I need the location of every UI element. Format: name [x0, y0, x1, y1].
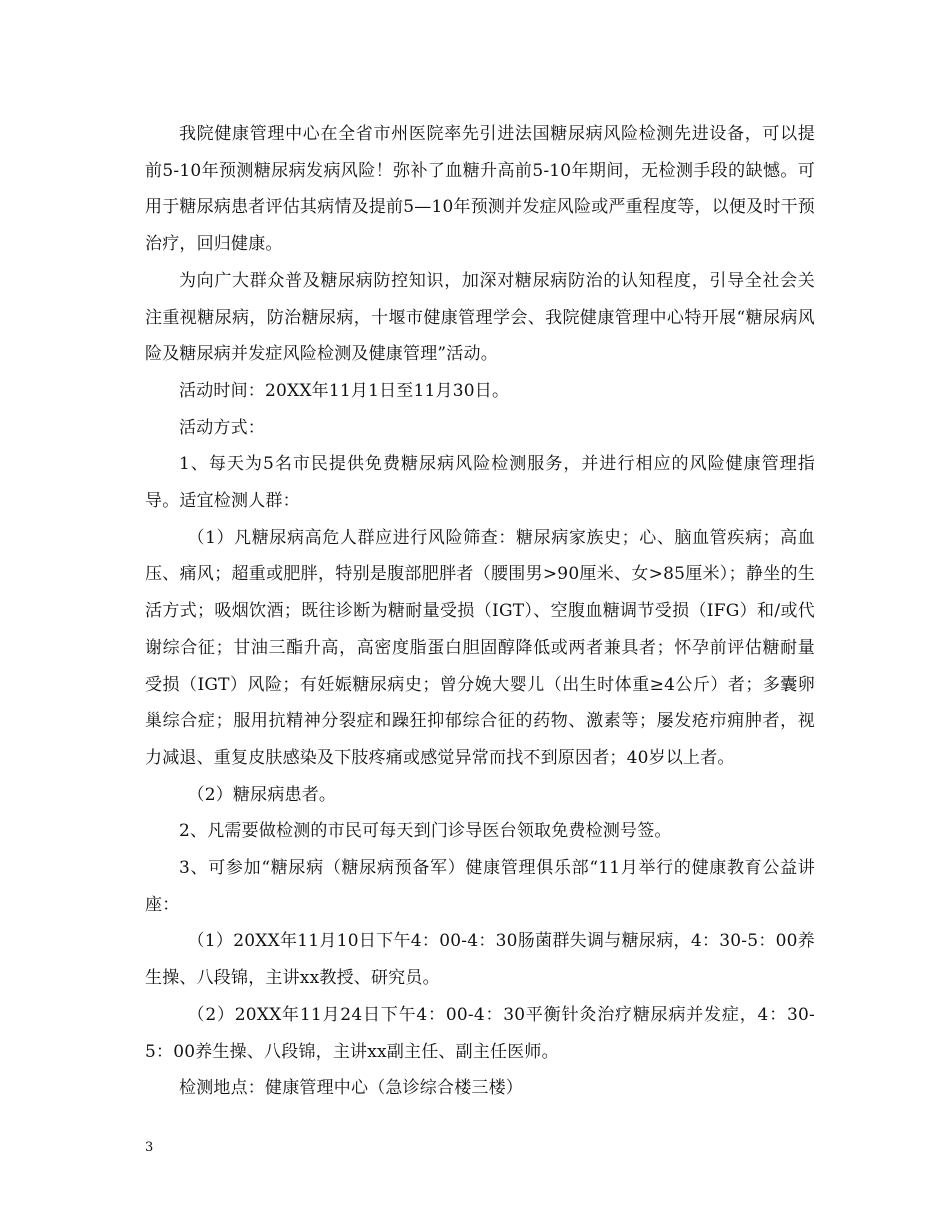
paragraph-lecture-2: （2）20XX年11月24日下午4：00-4：30平衡针灸治疗糖尿病并发症，4：30-5：00养生操、八段锦，主讲xx副主任、副主任医师。 — [145, 1004, 815, 1062]
paragraph-method-2: 2、凡需要做检测的市民可每天到门诊导医台领取免费检测号签。 — [179, 821, 672, 842]
page-number: 3 — [145, 1140, 154, 1155]
paragraph-lecture-1: （1）20XX年11月10日下午4：00-4：30肠菌群失调与糖尿病，4：30-5：00养生操、八段锦，主讲xx教授、研究员。 — [145, 931, 815, 989]
paragraph-method-3: 3、可参加“糖尿病（糖尿病预备军）健康管理俱乐部“11月举行的健康教育公益讲座： — [145, 858, 815, 915]
paragraph-method-1: 1、每天为5名市民提供免费糖尿病风险检测服务，并进行相应的风险健康管理指导。适宜检测人群： — [145, 454, 815, 512]
document-body — [145, 116, 815, 1107]
paragraph-activity-method-heading: 活动方式： — [179, 417, 265, 438]
paragraph-location: 检测地点：健康管理中心（急诊综合楼三楼） — [179, 1078, 523, 1099]
paragraph-diabetes-patients: （2）糖尿病患者。 — [187, 784, 337, 805]
paragraph-intro: 我院健康管理中心在全省市州医院率先引进法国糖尿病风险检测先进设备，可以提前5-10年预测糖尿病发病风险！弥补了血糖升高前5-10年期间，无检测手段的缺憾。可用于糖尿病患者评估其病情及提前5—10年预测并发症风险或严重程度等，以便及时干预治疗，回归健康。 — [145, 124, 815, 255]
paragraph-purpose: 为向广大群众普及糖尿病防控知识，加深对糖尿病防治的认知程度，引导全社会关注重视糖尿病，防治糖尿病，十堰市健康管理学会、我院健康管理中心特开展“糖尿病风险及糖尿病并发症风险检测及健康管理”活动。 — [145, 270, 815, 365]
paragraph-high-risk-groups: （1）凡糖尿病高危人群应进行风险筛查：糖尿病家族史；心、脑血管疾病；高血压、痛风；超重或肥胖，特别是腹部肥胖者（腰围男>90厘米、女>85厘米）；静坐的生活方式；吸烟饮酒；既往诊断为糖耐量受损（IGT）、空腹血糖调节受损（IFG）和/或代谢综合征；甘油三酯升高，高密度脂蛋白胆固醇降低或两者兼具者；怀孕前评估糖耐量受损（IGT）风险；有妊娠糖尿病史；曾分娩大婴儿（出生时体重≥4公斤）者；多囊卵巢综合症；服用抗精神分裂症和躁狂抑郁综合征的药物、激素等；屡发疮疖痈肿者，视力减退、重复皮肤感染及下肢疼痛或感觉异常而找不到原因者；40岁以上者。 — [145, 527, 815, 768]
paragraph-activity-time: 活动时间：20XX年11月1日至11月30日。 — [179, 380, 510, 401]
